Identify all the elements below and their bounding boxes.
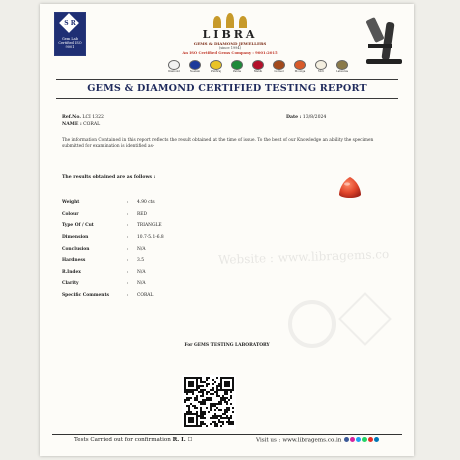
spec-colon: :: [127, 223, 129, 229]
gem-lahsunia: [336, 60, 348, 73]
spec-row: [62, 220, 257, 232]
facebook-icon[interactable]: [344, 437, 349, 442]
twitter-icon[interactable]: [356, 437, 361, 442]
certification-logo: S R Gem Lab Certified ISO 9001: [54, 12, 86, 56]
spec-label: Clarity: [62, 281, 79, 287]
whatsapp-icon[interactable]: [362, 437, 367, 442]
gem-swatch: [168, 60, 180, 70]
lab-signature: For GEMS TESTING LABORATORY: [184, 343, 270, 348]
spec-row: [62, 278, 257, 290]
gem-panna: [231, 60, 243, 73]
certificate-sheet: [40, 4, 414, 456]
spec-label: R.Index: [62, 269, 81, 275]
website-watermark: Website : www.libragems.co: [217, 247, 390, 267]
gem-swatch: [315, 60, 327, 70]
footer-tests: Tests Carried out for confirmation R. I. ☐: [74, 437, 193, 443]
diamond-watermark: [338, 292, 392, 346]
report-date: Date : 13/8/2024: [286, 115, 327, 120]
footer-visit: [256, 437, 379, 444]
spec-colon: :: [127, 200, 129, 206]
spec-row: [62, 232, 257, 244]
gem-manik: [252, 60, 264, 73]
microscope-icon: [362, 14, 408, 66]
footer-rule: [52, 434, 402, 435]
gem-swatch: [273, 60, 285, 70]
gem-moonga: [294, 60, 306, 73]
gem-swatch: [210, 60, 222, 70]
gem-name: Lahsunia: [336, 70, 348, 73]
spec-row: [62, 290, 257, 302]
brand-header: [140, 12, 320, 55]
gem-name: Gomed: [274, 70, 284, 73]
website-link[interactable]: Visit us : www.libragems.co.in: [256, 437, 342, 444]
spec-value: TRIANGLE: [137, 223, 162, 229]
gem-name: Neelam: [189, 70, 201, 73]
checkbox-icon: ☐: [187, 437, 193, 443]
spec-label: Colour: [62, 211, 79, 217]
spec-label: Type Of / Cut: [62, 223, 94, 229]
gem-name: Diamond: [168, 70, 180, 73]
spec-colon: :: [127, 269, 129, 275]
spec-colon: :: [127, 235, 129, 241]
spec-colon: :: [127, 281, 129, 287]
spec-label: Weight: [62, 200, 80, 206]
gem-swatch: [252, 60, 264, 70]
spec-colon: :: [127, 246, 129, 252]
spec-colon: :: [127, 293, 129, 299]
spec-colon: :: [127, 258, 129, 264]
title-rule-top: [56, 79, 398, 80]
gem-gomed: [273, 60, 285, 73]
ref-number: Ref.No. LCI 1322: [62, 115, 104, 120]
spec-value: CORAL: [137, 293, 154, 299]
spec-table: [62, 197, 257, 301]
spec-value: N/A: [137, 246, 146, 252]
spec-row: [62, 267, 257, 279]
spec-value: 4.90 cts: [137, 200, 155, 206]
spec-value: 10.7-5.1-6.8: [137, 235, 164, 241]
gem-name: Moonga: [294, 70, 306, 73]
spec-label: Hardness: [62, 258, 86, 264]
gem-pukhraj: [210, 60, 222, 73]
crown-icon: [213, 12, 247, 28]
brand-tagline: GEMS & DIAMOND JEWELLERS: [193, 41, 267, 46]
spec-colon: :: [127, 211, 129, 217]
gem-name: Moti: [317, 70, 325, 73]
gem-name: Pukhraj: [210, 70, 222, 73]
report-title: GEMS & DIAMOND CERTIFIED TESTING REPORT: [87, 83, 367, 94]
gem-moti: [315, 60, 327, 73]
gem-diamond: [168, 60, 180, 73]
intro-text: The information Contained in this report reflects the result obtained at the time of issue. To the best of our Knowledge an ability the specimen submitted for examination is identified as-: [62, 138, 374, 150]
gem-name: Manik: [253, 70, 263, 73]
brand-name: LIBRA: [202, 28, 258, 41]
gem-swatch: [336, 60, 348, 70]
gem-swatch: [189, 60, 201, 70]
youtube-icon[interactable]: [368, 437, 373, 442]
spec-value: RED: [137, 211, 148, 217]
gem-swatch: [231, 60, 243, 70]
spec-unit: cts: [148, 200, 155, 206]
specimen-name: NAME : CORAL: [62, 122, 101, 127]
results-heading: The results obtained are as follows :: [62, 175, 156, 180]
spec-value: 3.5: [137, 258, 144, 264]
brand-since: (since 1994): [219, 46, 241, 50]
qr-code[interactable]: [182, 375, 236, 429]
spec-label: Dimension: [62, 235, 89, 241]
gem-swatch: [294, 60, 306, 70]
spec-label: Conclusion: [62, 246, 90, 252]
gem-name: Panna: [232, 70, 242, 73]
spec-value: N/A: [137, 269, 146, 275]
spec-label: Specific Comments: [62, 293, 109, 299]
linkedin-icon[interactable]: [374, 437, 379, 442]
gemstone-row: [168, 60, 348, 73]
gem-neelam: [189, 60, 201, 73]
title-rule-bottom: [56, 98, 398, 99]
spec-row: [62, 209, 257, 221]
instagram-icon[interactable]: [350, 437, 355, 442]
spec-value: N/A: [137, 281, 146, 287]
iso-line: An ISO Certified Gems Company : 9001:2015: [182, 50, 278, 55]
ring-watermark: [288, 300, 336, 348]
spec-row: [62, 197, 257, 209]
